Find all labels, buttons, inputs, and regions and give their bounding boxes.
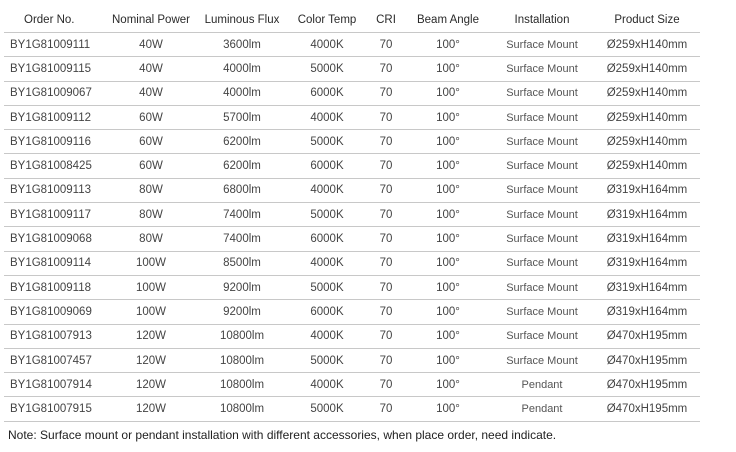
cell-order-no: BY1G81008425 [4,154,106,178]
cell-installation: Surface Mount [490,324,594,348]
cell-installation: Pendant [490,397,594,421]
cell-nominal-power: 40W [106,81,196,105]
cell-installation: Surface Mount [490,251,594,275]
cell-color-temp: 6000K [288,81,366,105]
header-order-no: Order No. [4,8,106,33]
cell-installation: Surface Mount [490,81,594,105]
table-row [4,251,700,275]
cell-product-size: Ø319xH164mm [594,251,700,275]
cell-cri: 70 [366,33,406,57]
cell-beam-angle: 100° [406,275,490,299]
cell-luminous-flux: 10800lm [196,348,288,372]
cell-beam-angle: 100° [406,373,490,397]
cell-luminous-flux: 7400lm [196,203,288,227]
cell-installation: Surface Mount [490,348,594,372]
cell-product-size: Ø319xH164mm [594,203,700,227]
cell-product-size: Ø319xH164mm [594,300,700,324]
cell-order-no: BY1G81009111 [4,33,106,57]
cell-installation: Surface Mount [490,33,594,57]
cell-cri: 70 [366,178,406,202]
cell-luminous-flux: 3600lm [196,33,288,57]
cell-beam-angle: 100° [406,203,490,227]
cell-beam-angle: 100° [406,33,490,57]
cell-beam-angle: 100° [406,300,490,324]
cell-nominal-power: 80W [106,203,196,227]
table-header [4,8,700,33]
cell-nominal-power: 120W [106,373,196,397]
cell-cri: 70 [366,203,406,227]
cell-product-size: Ø319xH164mm [594,227,700,251]
cell-color-temp: 4000K [288,251,366,275]
cell-nominal-power: 120W [106,348,196,372]
header-nominal-power: Nominal Power [106,8,196,33]
cell-order-no: BY1G81007457 [4,348,106,372]
table-body [4,33,700,422]
cell-nominal-power: 40W [106,57,196,81]
table-row [4,275,700,299]
cell-beam-angle: 100° [406,324,490,348]
cell-nominal-power: 80W [106,178,196,202]
cell-color-temp: 5000K [288,130,366,154]
cell-product-size: Ø259xH140mm [594,130,700,154]
cell-product-size: Ø470xH195mm [594,373,700,397]
cell-color-temp: 4000K [288,105,366,129]
table-row [4,227,700,251]
cell-cri: 70 [366,275,406,299]
cell-installation: Surface Mount [490,57,594,81]
table-row [4,178,700,202]
order-note: Note: Surface mount or pendant installation with different accessories, when place order, need indicate. [8,428,557,442]
cell-order-no: BY1G81009114 [4,251,106,275]
cell-cri: 70 [366,251,406,275]
cell-installation: Pendant [490,373,594,397]
cell-color-temp: 4000K [288,33,366,57]
cell-beam-angle: 100° [406,57,490,81]
cell-product-size: Ø259xH140mm [594,154,700,178]
cell-luminous-flux: 8500lm [196,251,288,275]
cell-installation: Surface Mount [490,300,594,324]
cell-nominal-power: 60W [106,130,196,154]
product-spec-table [4,8,700,422]
table-row [4,154,700,178]
cell-color-temp: 6000K [288,227,366,251]
cell-cri: 70 [366,373,406,397]
table-row [4,33,700,57]
cell-color-temp: 5000K [288,203,366,227]
cell-order-no: BY1G81009069 [4,300,106,324]
cell-luminous-flux: 9200lm [196,300,288,324]
cell-luminous-flux: 10800lm [196,397,288,421]
cell-beam-angle: 100° [406,105,490,129]
cell-luminous-flux: 5700lm [196,105,288,129]
cell-product-size: Ø259xH140mm [594,105,700,129]
cell-product-size: Ø470xH195mm [594,348,700,372]
header-cri: CRI [366,8,406,33]
cell-luminous-flux: 10800lm [196,324,288,348]
cell-color-temp: 5000K [288,397,366,421]
cell-color-temp: 5000K [288,348,366,372]
header-luminous-flux: Luminous Flux [196,8,288,33]
cell-beam-angle: 100° [406,348,490,372]
cell-order-no: BY1G81009118 [4,275,106,299]
table-row [4,105,700,129]
cell-luminous-flux: 4000lm [196,57,288,81]
table-row [4,373,700,397]
cell-product-size: Ø470xH195mm [594,324,700,348]
cell-installation: Surface Mount [490,105,594,129]
cell-installation: Surface Mount [490,227,594,251]
cell-luminous-flux: 6200lm [196,154,288,178]
cell-luminous-flux: 6800lm [196,178,288,202]
cell-color-temp: 6000K [288,300,366,324]
cell-installation: Surface Mount [490,203,594,227]
cell-installation: Surface Mount [490,275,594,299]
cell-color-temp: 5000K [288,57,366,81]
cell-nominal-power: 100W [106,300,196,324]
cell-beam-angle: 100° [406,178,490,202]
cell-order-no: BY1G81007913 [4,324,106,348]
header-installation: Installation [490,8,594,33]
cell-nominal-power: 80W [106,227,196,251]
cell-order-no: BY1G81007914 [4,373,106,397]
cell-product-size: Ø259xH140mm [594,57,700,81]
cell-luminous-flux: 4000lm [196,81,288,105]
cell-installation: Surface Mount [490,178,594,202]
cell-product-size: Ø319xH164mm [594,178,700,202]
cell-installation: Surface Mount [490,154,594,178]
header-row [4,8,700,33]
cell-order-no: BY1G81009117 [4,203,106,227]
cell-beam-angle: 100° [406,251,490,275]
cell-luminous-flux: 10800lm [196,373,288,397]
cell-order-no: BY1G81007915 [4,397,106,421]
cell-order-no: BY1G81009068 [4,227,106,251]
table-row [4,203,700,227]
cell-beam-angle: 100° [406,154,490,178]
table-row [4,57,700,81]
table-row [4,81,700,105]
cell-luminous-flux: 9200lm [196,275,288,299]
cell-nominal-power: 120W [106,324,196,348]
cell-nominal-power: 120W [106,397,196,421]
cell-order-no: BY1G81009067 [4,81,106,105]
table-row [4,324,700,348]
cell-color-temp: 6000K [288,154,366,178]
cell-product-size: Ø470xH195mm [594,397,700,421]
table-row [4,397,700,421]
cell-product-size: Ø259xH140mm [594,33,700,57]
header-color-temp: Color Temp [288,8,366,33]
cell-color-temp: 4000K [288,178,366,202]
cell-beam-angle: 100° [406,397,490,421]
cell-nominal-power: 60W [106,105,196,129]
cell-cri: 70 [366,227,406,251]
cell-color-temp: 4000K [288,373,366,397]
cell-cri: 70 [366,348,406,372]
cell-color-temp: 4000K [288,324,366,348]
cell-cri: 70 [366,130,406,154]
cell-beam-angle: 100° [406,227,490,251]
cell-order-no: BY1G81009115 [4,57,106,81]
cell-cri: 70 [366,324,406,348]
header-beam-angle: Beam Angle [406,8,490,33]
cell-product-size: Ø319xH164mm [594,275,700,299]
cell-cri: 70 [366,300,406,324]
cell-nominal-power: 100W [106,275,196,299]
cell-order-no: BY1G81009112 [4,105,106,129]
header-product-size: Product Size [594,8,700,33]
cell-beam-angle: 100° [406,130,490,154]
cell-nominal-power: 100W [106,251,196,275]
cell-color-temp: 5000K [288,275,366,299]
cell-product-size: Ø259xH140mm [594,81,700,105]
cell-cri: 70 [366,154,406,178]
cell-cri: 70 [366,105,406,129]
cell-cri: 70 [366,397,406,421]
table-row [4,300,700,324]
cell-luminous-flux: 6200lm [196,130,288,154]
cell-cri: 70 [366,81,406,105]
cell-beam-angle: 100° [406,81,490,105]
cell-nominal-power: 40W [106,33,196,57]
table-row [4,348,700,372]
cell-order-no: BY1G81009113 [4,178,106,202]
cell-nominal-power: 60W [106,154,196,178]
cell-order-no: BY1G81009116 [4,130,106,154]
cell-installation: Surface Mount [490,130,594,154]
cell-cri: 70 [366,57,406,81]
cell-luminous-flux: 7400lm [196,227,288,251]
table-row [4,130,700,154]
